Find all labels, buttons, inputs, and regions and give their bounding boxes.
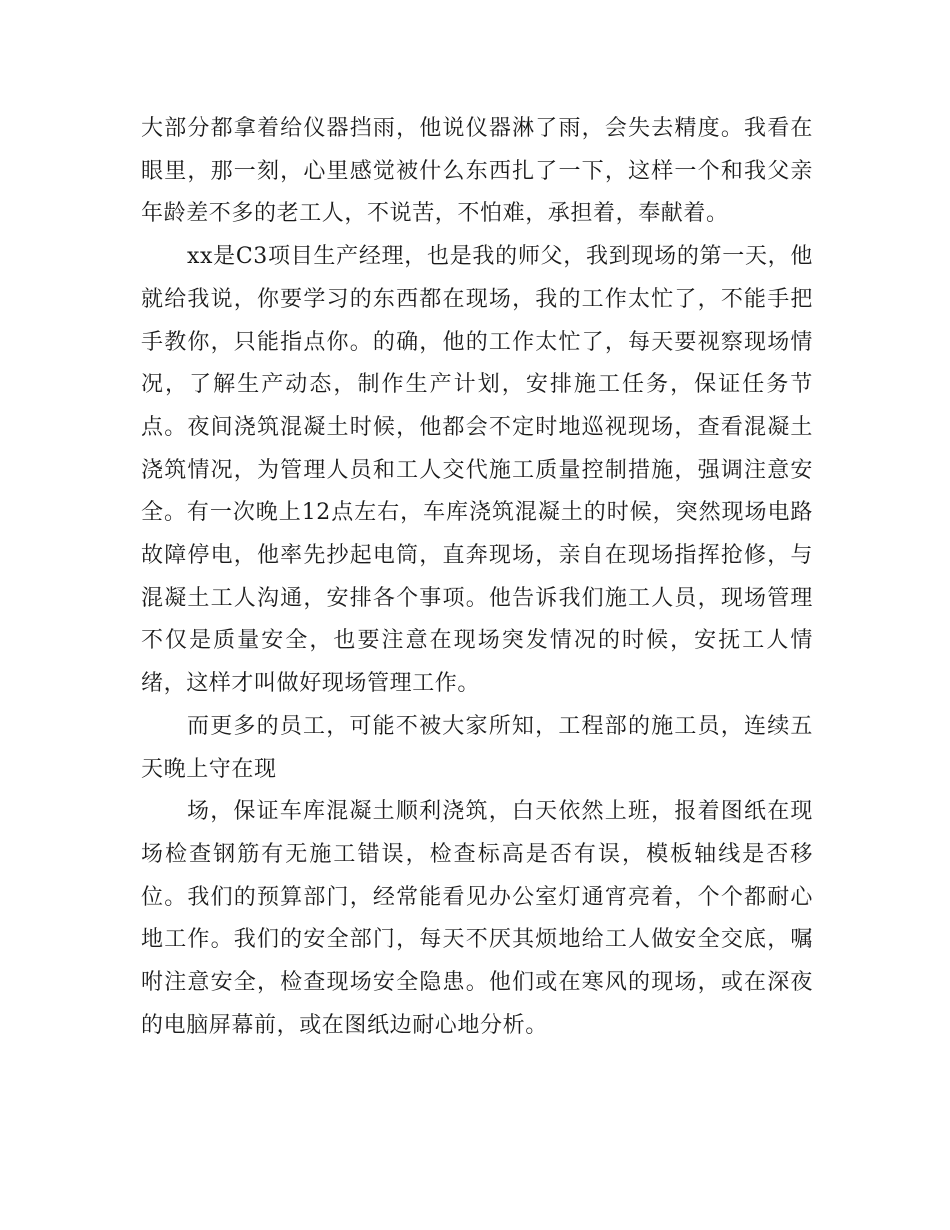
document-body	[141, 108, 813, 1047]
paragraph-4: 场，保证车库混凝土顺利浇筑，白天依然上班，报着图纸在现场检查钢筋有无施工错误，检查标高是否有误，模板轴线是否移位。我们的预算部门，经常能看见办公室灯通宵亮着，个个都耐心地工作。我们的安全部门，每天不厌其烦地给工人做安全交底，嘱咐注意安全，检查现场安全隐患。他们或在寒风的现场，或在深夜的电脑屏幕前，或在图纸边耐心地分析。	[141, 799, 813, 1038]
paragraph-2: xx是C3项目生产经理，也是我的师父，我到现场的第一天，他就给我说，你要学习的东西都在现场，我的工作太忙了，不能手把手教你，只能指点你。的确，他的工作太忙了，每天要视察现场情况，了解生产动态，制作生产计划，安排施工任务，保证任务节点。夜间浇筑混凝土时候，他都会不定时地巡视现场，查看混凝土浇筑情况，为管理人员和工人交代施工质量控制措施，强调注意安全。有一次晚上12点左右，车库浇筑混凝土的时候，突然现场电路故障停电，他率先抄起电筒，直奔现场，亲自在现场指挥抢修，与混凝土工人沟通，安排各个事项。他告诉我们施工人员，现场管理不仅是质量安全，也要注意在现场突发情况的时候，安抚工人情绪，这样才叫做好现场管理工作。	[141, 244, 813, 697]
paragraph-1: 大部分都拿着给仪器挡雨，他说仪器淋了雨，会失去精度。我看在眼里，那一刻，心里感觉被什么东西扎了一下，这样一个和我父亲年龄差不多的老工人，不说苦，不怕难，承担着，奉献着。	[141, 116, 813, 227]
paragraph-3: 而更多的员工，可能不被大家所知，工程部的施工员，连续五天晚上守在现	[141, 713, 813, 782]
